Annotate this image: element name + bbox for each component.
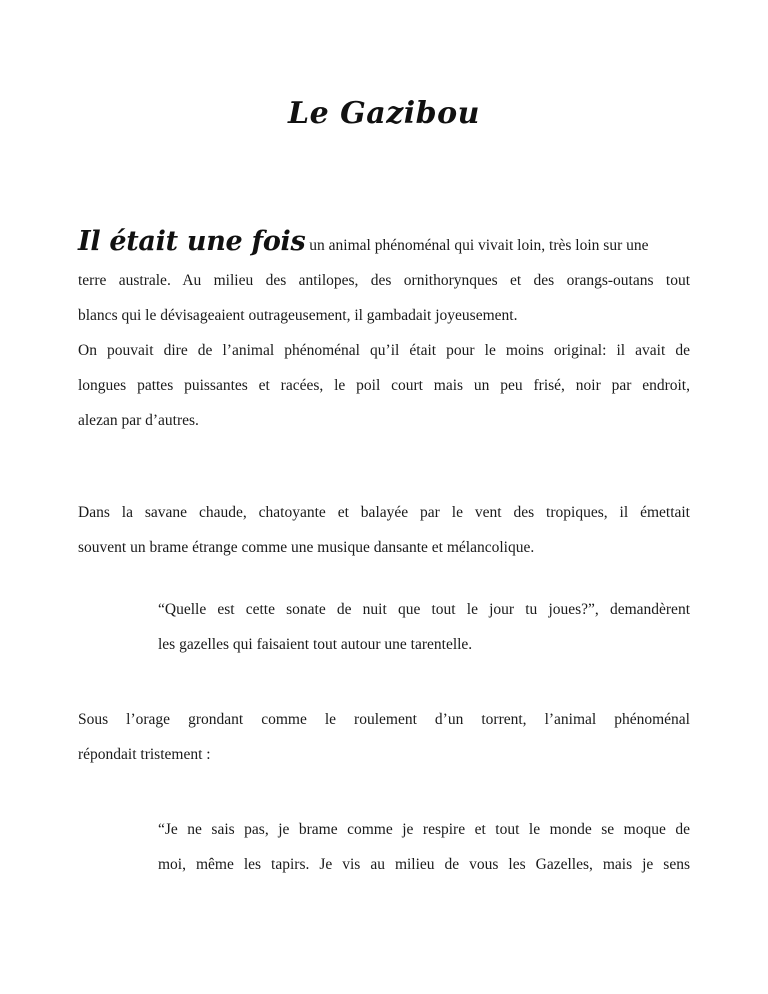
quote-2-line-2: moi, même les tapirs. Je vis au milieu de vous les Gazelles, mais je sens [158, 856, 690, 873]
paragraph-1-line-1-text: un animal phénoménal qui vivait loin, très loin sur une [309, 237, 649, 254]
paragraph-2-line-2: souvent un brame étrange comme une musique dansante et mélancolique. [78, 539, 535, 556]
paragraph-2 [78, 495, 690, 565]
quote-1-line-2: les gazelles qui faisaient tout autour une tarentelle. [158, 636, 473, 653]
paragraph-2-line-1: Dans la savane chaude, chatoyante et balayée par le vent des tropiques, il émettait [78, 504, 690, 521]
quote-2 [158, 812, 690, 882]
paragraph-1-line-3: blancs qui le dévisageaient outrageusement, il gambadait joyeusement. [78, 307, 518, 324]
paragraph-3-line-2: répondait tristement : [78, 746, 211, 763]
quote-2-line-1: “Je ne sais pas, je brame comme je respire et tout le monde se moque de [158, 821, 690, 838]
paragraph-3-line-1: Sous l’orage grondant comme le roulement d’un torrent, l’animal phénoménal [78, 711, 690, 728]
paragraph-1 [78, 224, 690, 438]
quote-1 [158, 592, 690, 662]
paragraph-1-line-4: On pouvait dire de l’animal phénoménal qu’il était pour le moins original: il avait de [78, 342, 690, 359]
paragraph-1-line-6: alezan par d’autres. [78, 412, 199, 429]
opening-words: Il était une fois [78, 226, 306, 257]
paragraph-1-line-2: terre australe. Au milieu des antilopes, des ornithorynques et des orangs-outans tout [78, 272, 690, 289]
quote-1-line-1: “Quelle est cette sonate de nuit que tout le jour tu joues?”, demandèrent [158, 601, 690, 618]
paragraph-3 [78, 702, 690, 772]
paragraph-1-line-1 [78, 224, 690, 263]
document-title: Le Gazibou [288, 96, 480, 131]
paragraph-1-line-5: longues pattes puissantes et racées, le poil court mais un peu frisé, noir par endroit, [78, 377, 690, 394]
